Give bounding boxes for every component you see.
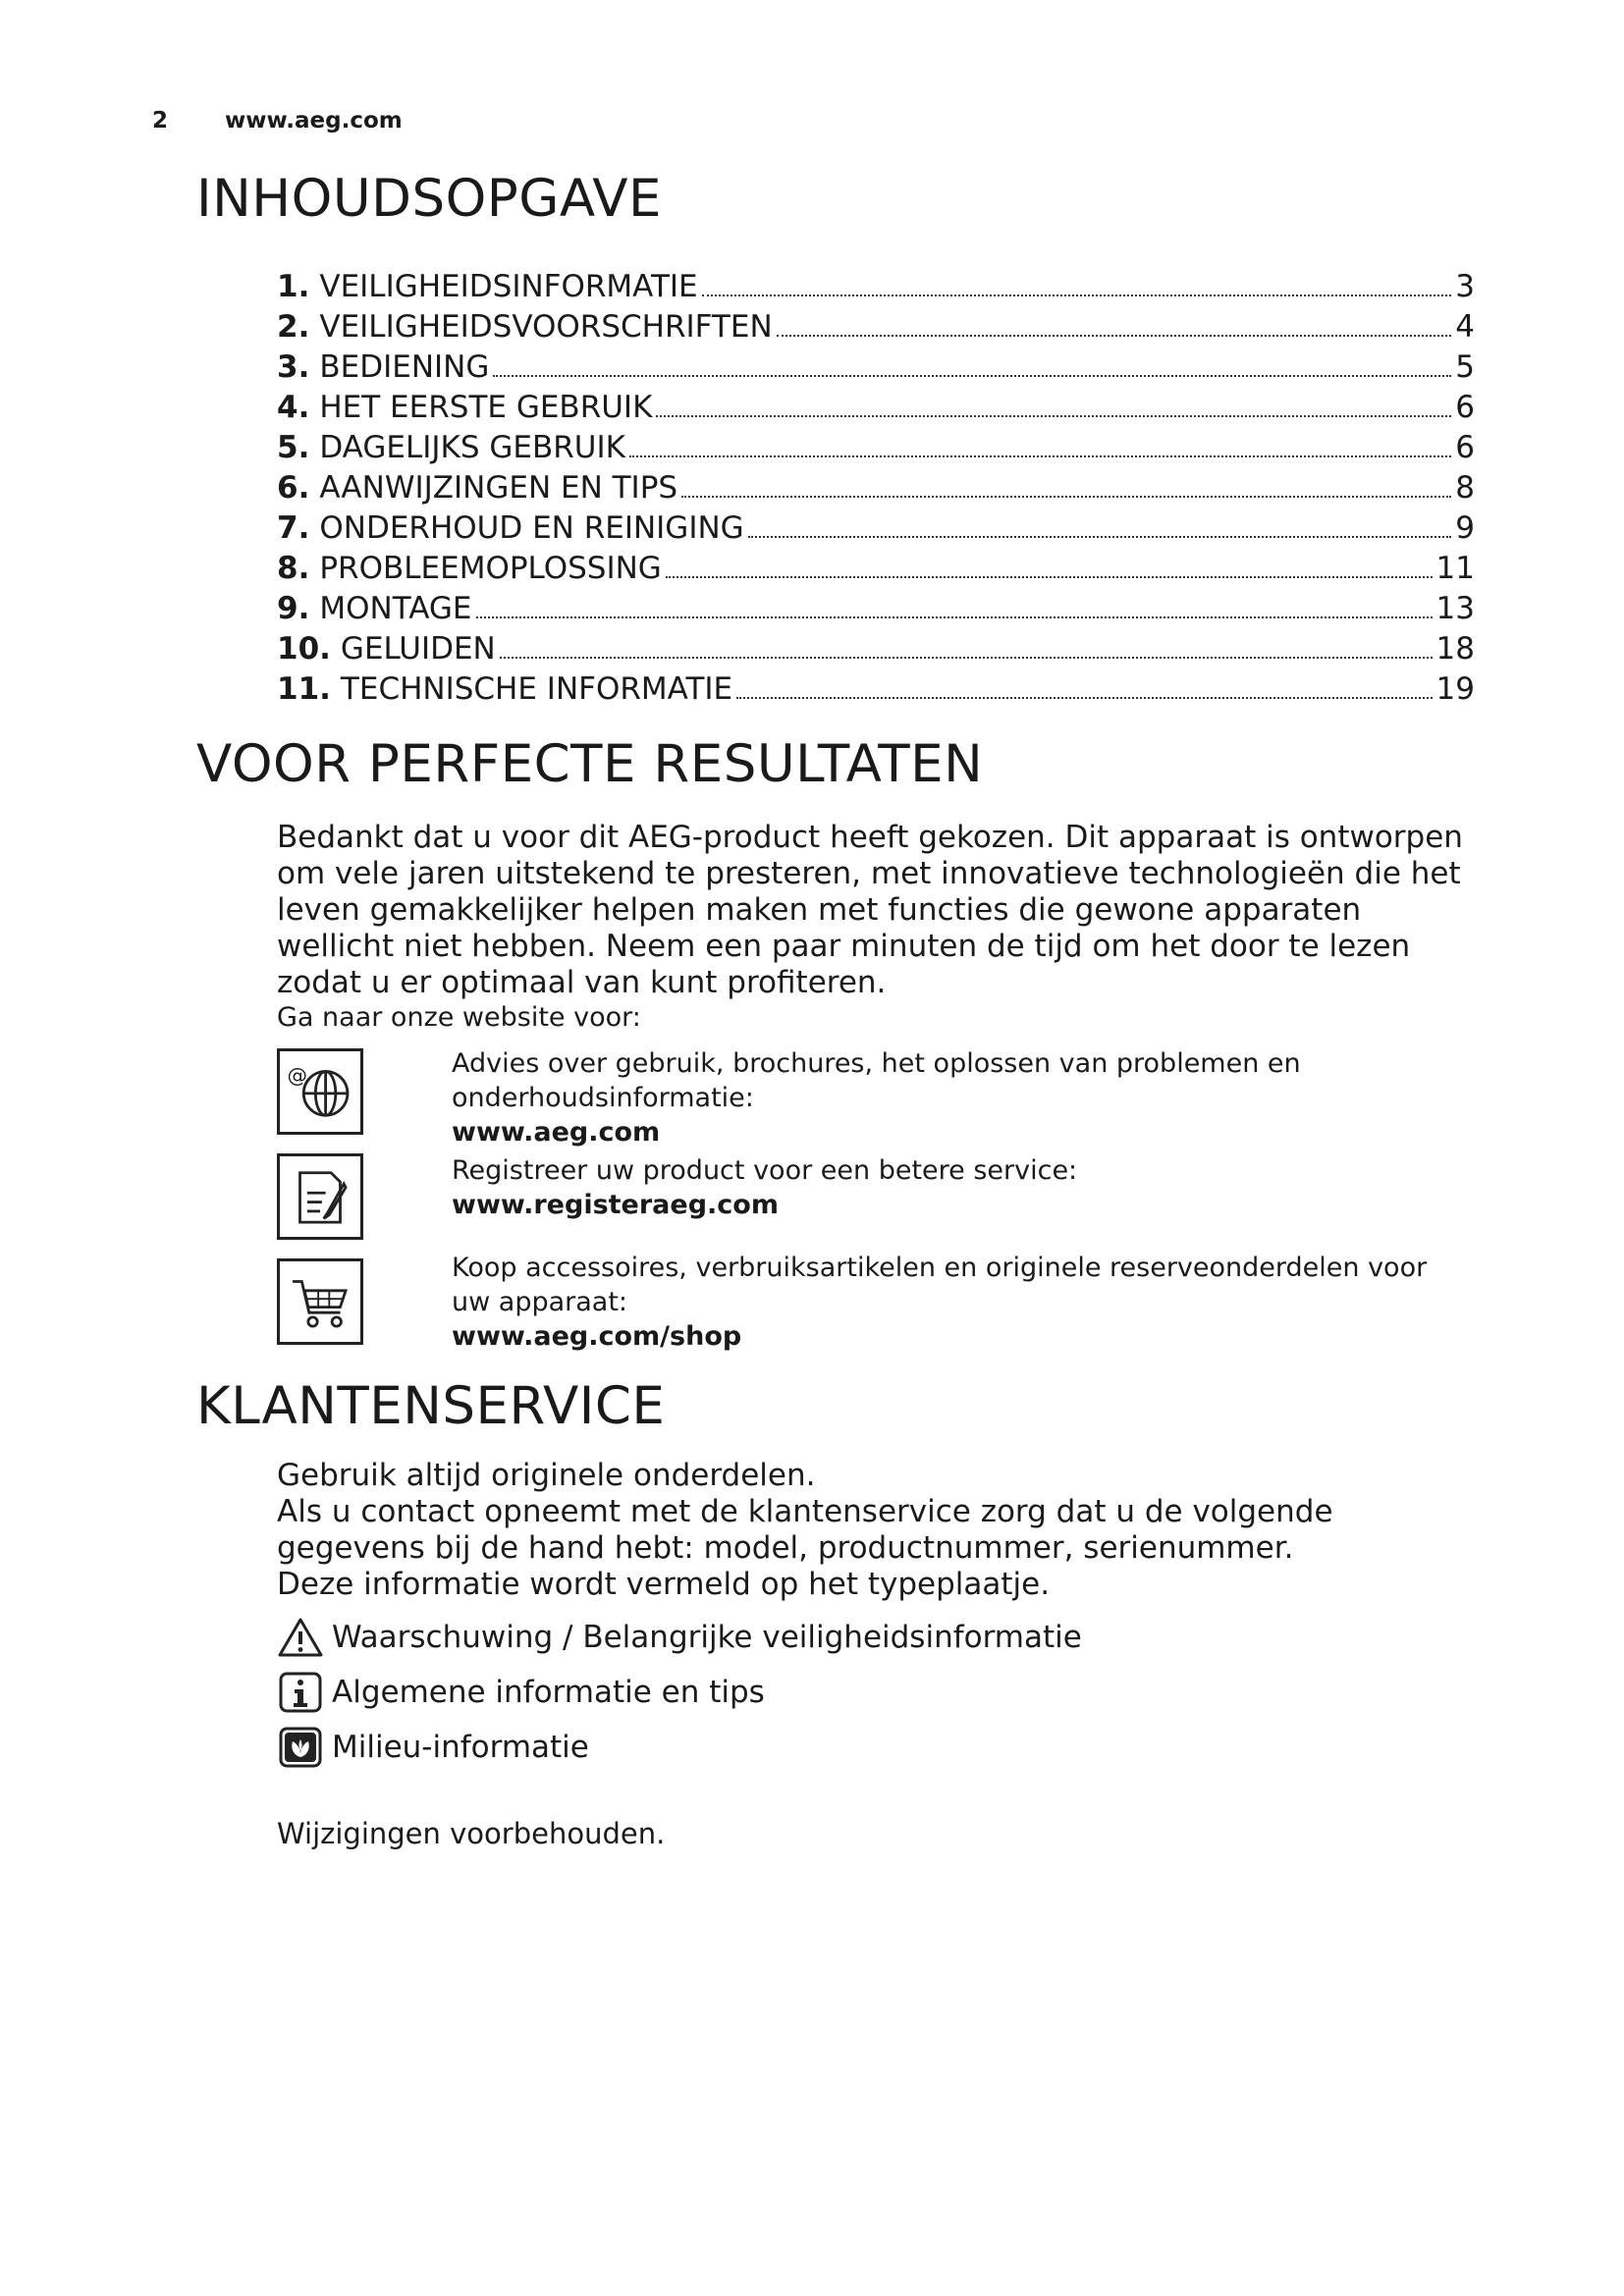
link-description: Advies over gebruik, brochures, het oplossen van problemen en onderhoudsinformatie: <box>452 1048 1301 1113</box>
toc-entry-number: 10. <box>277 631 331 667</box>
toc-entry[interactable] <box>277 547 1475 587</box>
legend-info-label: Algemene informatie en tips <box>332 1674 765 1710</box>
toc-entry[interactable] <box>277 627 1475 667</box>
service-title: KLANTENSERVICE <box>196 1376 666 1436</box>
toc-entry-label: DAGELIJKS GEBRUIK <box>319 430 625 465</box>
toc-entry-page: 6 <box>1455 430 1475 465</box>
toc-entry-label: AANWIJZINGEN EN TIPS <box>319 470 678 506</box>
service-line-1: Gebruik altijd originele onderdelen. <box>277 1458 816 1493</box>
toc-entry-number: 4. <box>277 390 310 425</box>
toc-entry-number: 6. <box>277 470 310 506</box>
svg-text:@: @ <box>287 1063 307 1088</box>
toc-title: INHOUDSOPGAVE <box>196 169 662 229</box>
toc-leader-dots <box>777 305 1452 337</box>
toc-entry-page: 5 <box>1455 349 1475 385</box>
toc-entry-number: 3. <box>277 349 310 385</box>
toc-entry-page: 4 <box>1455 309 1475 345</box>
legend-warning-label: Waarschuwing / Belangrijke veiligheidsinformatie <box>332 1619 1082 1655</box>
globe-icon <box>277 1048 363 1135</box>
toc-entry-label: ONDERHOUD EN REINIGING <box>319 510 744 546</box>
toc-entry-page: 8 <box>1455 470 1475 506</box>
register-icon <box>277 1153 363 1240</box>
toc-entry-label: VEILIGHEIDSVOORSCHRIFTEN <box>319 309 773 345</box>
toc-entry[interactable] <box>277 426 1475 466</box>
warning-icon <box>277 1616 324 1659</box>
legend-warning <box>277 1616 1082 1659</box>
toc-entry-number: 8. <box>277 551 310 586</box>
toc-entry-page: 6 <box>1455 390 1475 425</box>
info-icon <box>277 1671 324 1714</box>
link-url[interactable]: www.aeg.com/shop <box>452 1321 742 1352</box>
legend-environment <box>277 1726 589 1769</box>
toc-entry[interactable] <box>277 346 1475 386</box>
legend-info <box>277 1671 765 1714</box>
toc-leader-dots <box>493 346 1451 377</box>
toc-leader-dots <box>666 547 1433 578</box>
toc-entry-page: 11 <box>1435 551 1475 586</box>
header-website[interactable]: www.aeg.com <box>225 108 403 133</box>
toc-entry-page: 19 <box>1435 671 1475 707</box>
page-number: 2 <box>152 108 169 133</box>
toc-leader-dots <box>681 466 1451 498</box>
service-line-2: Als u contact opneemt met de klantenservice zorg dat u de volgende gegevens bij de hand hebt: model, productnummer, serienummer. <box>277 1494 1333 1566</box>
link-url[interactable]: www.aeg.com <box>452 1117 661 1148</box>
link-block-advice <box>452 1046 1434 1149</box>
toc-leader-dots <box>500 627 1433 659</box>
footer-note: Wijzigingen voorbehouden. <box>277 1817 666 1850</box>
environment-icon <box>277 1726 324 1769</box>
intro-paragraph: Bedankt dat u voor dit AEG-product heeft gekozen. Dit apparaat is ontworpen om vele jaren uitstekend te presteren, met innovatieve technologieën die het leven gemakkelijker helpen maken met functies die gewone apparaten wellicht niet hebben. Neem een paar minuten de tijd om het door te lezen zodat u er optimaal van kunt profiteren. <box>277 820 1463 1000</box>
toc-entry-label: BEDIENING <box>319 349 490 385</box>
toc-leader-dots <box>476 587 1433 618</box>
link-url[interactable]: www.registeraeg.com <box>452 1190 779 1220</box>
toc-entry-number: 11. <box>277 671 331 707</box>
toc-entry[interactable] <box>277 667 1475 708</box>
toc-entry[interactable] <box>277 305 1475 346</box>
toc-entry[interactable] <box>277 265 1475 305</box>
toc-entry-label: PROBLEEMOPLOSSING <box>319 551 662 586</box>
toc-leader-dots <box>656 386 1451 417</box>
toc-leader-dots <box>736 667 1432 699</box>
toc-entry-page: 9 <box>1455 510 1475 546</box>
link-block-register <box>452 1153 1077 1222</box>
website-label: Ga naar onze website voor: <box>277 1002 641 1033</box>
toc-entry-label: HET EERSTE GEBRUIK <box>319 390 653 425</box>
toc-entry[interactable] <box>277 466 1475 507</box>
table-of-contents <box>277 265 1475 708</box>
toc-leader-dots <box>702 265 1452 296</box>
toc-leader-dots <box>748 507 1452 538</box>
toc-entry[interactable] <box>277 587 1475 627</box>
toc-entry-label: GELUIDEN <box>340 631 496 667</box>
service-line-3: Deze informatie wordt vermeld op het typeplaatje. <box>277 1567 1051 1602</box>
link-description: Registreer uw product voor een betere service: <box>452 1155 1078 1186</box>
toc-entry[interactable] <box>277 507 1475 547</box>
toc-entry-label: VEILIGHEIDSINFORMATIE <box>319 269 698 304</box>
link-block-shop <box>452 1251 1473 1354</box>
toc-entry-number: 9. <box>277 591 310 626</box>
toc-entry-number: 5. <box>277 430 310 465</box>
toc-entry-page: 3 <box>1455 269 1475 304</box>
toc-entry-page: 18 <box>1435 631 1475 667</box>
link-description: Koop accessoires, verbruiksartikelen en originele reserveonderdelen voor uw apparaat: <box>452 1253 1428 1317</box>
toc-entry-page: 13 <box>1435 591 1475 626</box>
toc-leader-dots <box>629 426 1451 457</box>
cart-icon <box>277 1258 363 1345</box>
page-header <box>152 108 403 133</box>
service-text <box>277 1458 1475 1603</box>
results-title: VOOR PERFECTE RESULTATEN <box>196 734 984 794</box>
legend-environment-label: Milieu-informatie <box>332 1729 589 1765</box>
toc-entry[interactable] <box>277 386 1475 426</box>
toc-entry-label: MONTAGE <box>319 591 472 626</box>
toc-entry-number: 7. <box>277 510 310 546</box>
toc-entry-number: 1. <box>277 269 310 304</box>
toc-entry-number: 2. <box>277 309 310 345</box>
toc-entry-label: TECHNISCHE INFORMATIE <box>340 671 733 707</box>
